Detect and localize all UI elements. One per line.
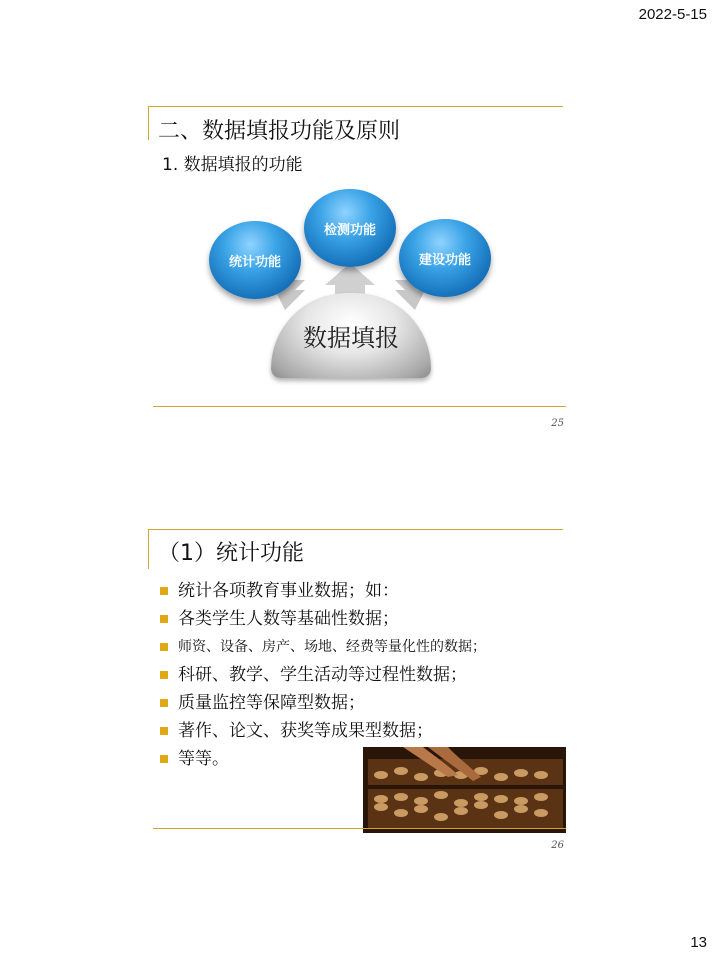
- square-bullet-icon: [160, 727, 168, 735]
- title-rule-left: [148, 529, 149, 569]
- square-bullet-icon: [160, 699, 168, 707]
- print-date: 2022-5-15: [638, 6, 707, 23]
- square-bullet-icon: [160, 643, 168, 651]
- bubble-construction: [399, 219, 491, 297]
- slide-title: 二、数据填报功能及原则: [158, 119, 401, 144]
- square-bullet-icon: [160, 615, 168, 623]
- slide-number: 25: [551, 418, 564, 429]
- bullet-list: [160, 577, 486, 773]
- bubble-statistics: [209, 221, 301, 299]
- abacus-illustration: [363, 747, 566, 833]
- list-item-text: 科研、教学、学生活动等过程性数据；: [178, 665, 467, 685]
- slide-title: （1）统计功能: [158, 541, 304, 566]
- square-bullet-icon: [160, 755, 168, 763]
- abacus-photo: [363, 747, 566, 833]
- bubble-construction-label: 建设功能: [418, 252, 471, 268]
- square-bullet-icon: [160, 671, 168, 679]
- bubble-inspection-label: 检测功能: [323, 222, 376, 238]
- list-item: [160, 633, 486, 661]
- list-item-text: 质量监控等保障型数据；: [178, 693, 365, 713]
- footer-rule: [153, 828, 566, 829]
- title-rule: [148, 529, 563, 530]
- title-rule-left: [148, 106, 149, 140]
- slide-subtitle: 1. 数据填报的功能: [162, 155, 303, 175]
- list-item-text: 等等。: [178, 749, 229, 769]
- list-item: [160, 577, 486, 605]
- list-item-text: 著作、论文、获奖等成果型数据；: [178, 721, 433, 741]
- square-bullet-icon: [160, 587, 168, 595]
- slide-26: [0, 522, 719, 862]
- bubble-inspection: [304, 189, 396, 267]
- list-item-text: 师资、设备、房产、场地、经费等量化性的数据；: [178, 639, 486, 655]
- list-item: [160, 689, 486, 717]
- page-number: 13: [690, 934, 707, 951]
- list-item-text: 统计各项教育事业数据；如：: [178, 581, 399, 601]
- title-rule: [148, 106, 563, 107]
- bubble-statistics-label: 统计功能: [228, 254, 281, 270]
- base-dome-label: 数据填报: [303, 324, 399, 352]
- footer-rule: [153, 406, 566, 407]
- list-item: [160, 717, 486, 745]
- slide-25: [0, 100, 719, 440]
- list-item: [160, 661, 486, 689]
- list-item-text: 各类学生人数等基础性数据；: [178, 609, 399, 629]
- list-item: [160, 605, 486, 633]
- slide-number: 26: [551, 840, 564, 851]
